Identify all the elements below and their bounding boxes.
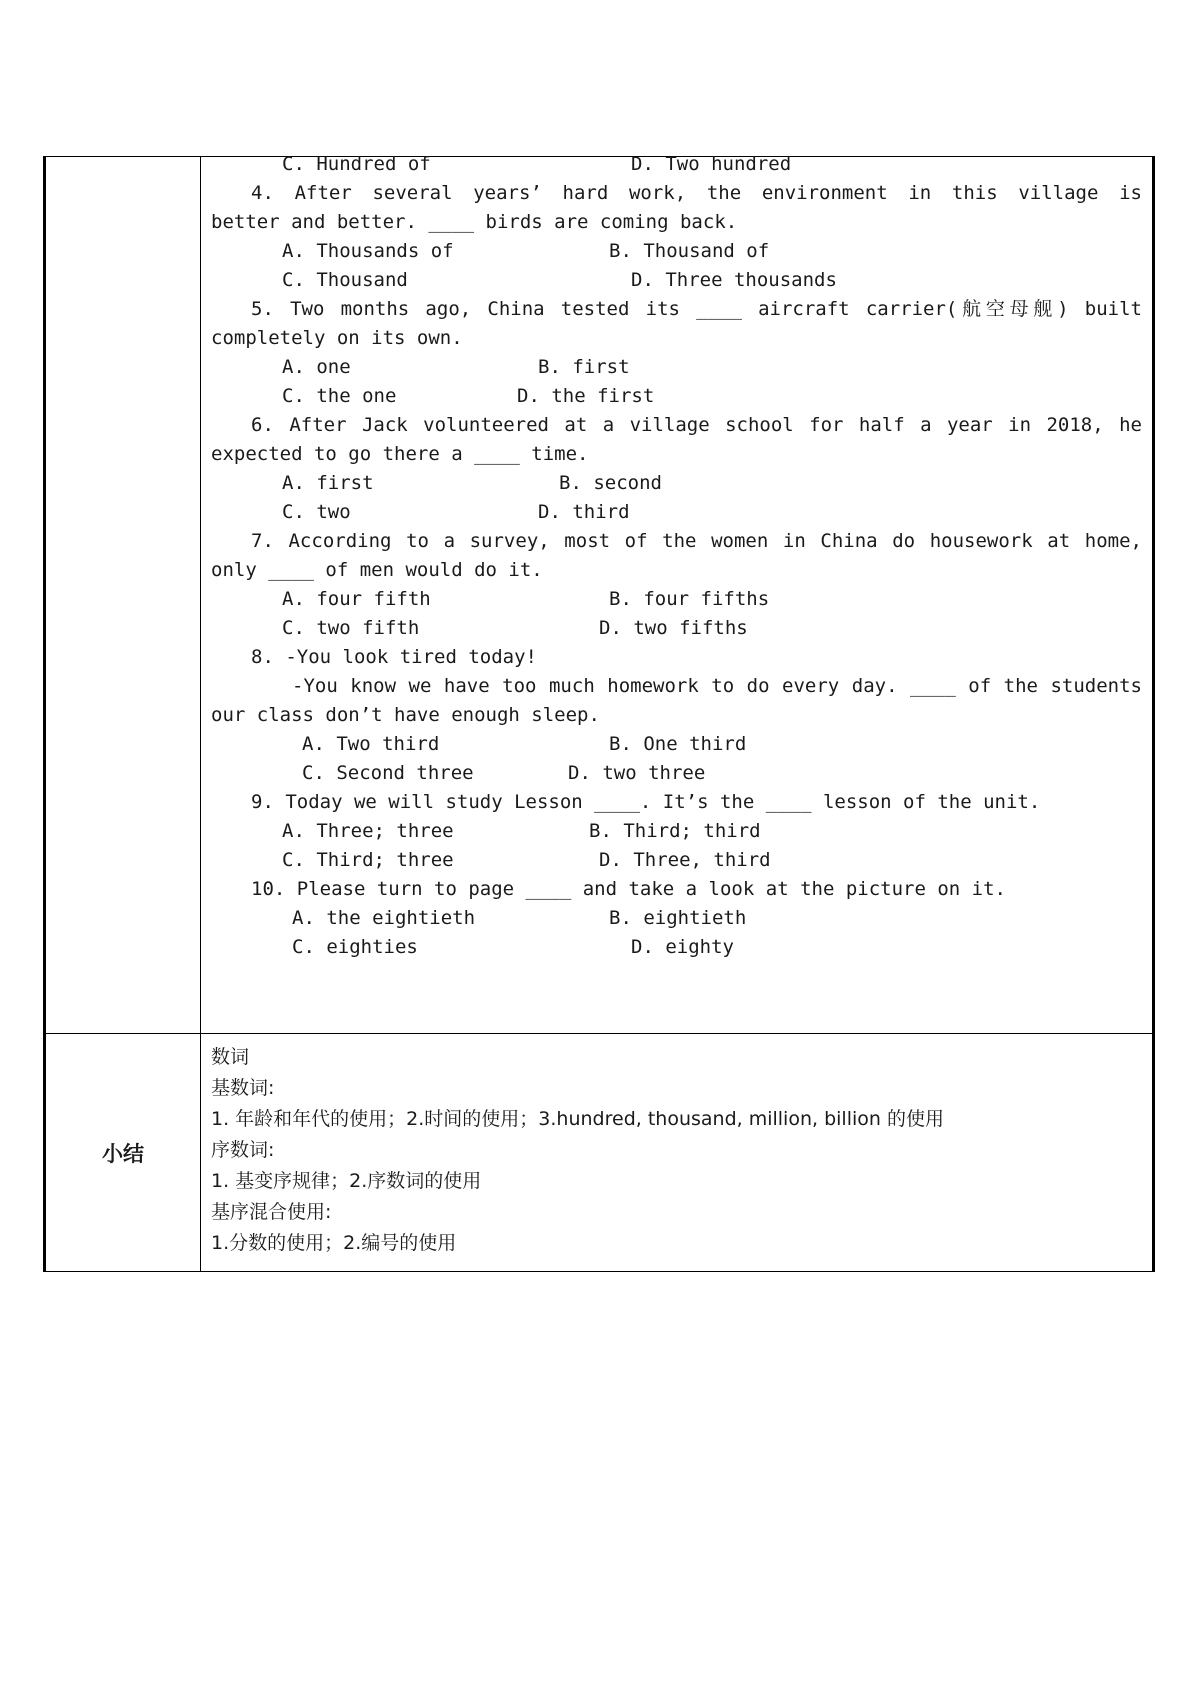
mixed-items: 1.分数的使用；2.编号的使用 bbox=[211, 1232, 457, 1254]
q4-option-d: D. Three thousands bbox=[631, 269, 837, 291]
cardinal-heading: 基数词: bbox=[211, 1077, 275, 1099]
q8-option-b: B. One third bbox=[609, 733, 747, 755]
q6-option-c: C. two bbox=[282, 501, 351, 523]
q8-stem-line1: 8. -You look tired today! bbox=[251, 646, 537, 668]
ordinal-heading: 序数词: bbox=[211, 1139, 275, 1161]
summary-label: 小结 bbox=[102, 1141, 144, 1166]
q8-stem-line3: our class don’t have enough sleep. bbox=[211, 704, 600, 726]
q5-option-a: A. one bbox=[282, 356, 351, 378]
q10-option-a: A. the eightieth bbox=[292, 907, 476, 929]
summary-title: 数词 bbox=[211, 1046, 250, 1068]
q8-option-a: A. Two third bbox=[302, 733, 440, 755]
exercises-content-cell bbox=[201, 153, 1154, 1034]
q6-option-b: B. second bbox=[559, 472, 662, 494]
summary-content-cell bbox=[201, 1034, 1154, 1272]
q8-option-d: D. two three bbox=[568, 762, 706, 784]
q5-stem-line2: completely on its own. bbox=[211, 327, 463, 349]
q9-option-a: A. Three; three bbox=[282, 820, 454, 842]
q4-option-b: B. Thousand of bbox=[609, 240, 770, 262]
mixed-heading: 基序混合使用: bbox=[211, 1201, 332, 1223]
q9-option-d: D. Three, third bbox=[599, 849, 771, 871]
q6-stem-line2: expected to go there a ____ time. bbox=[211, 443, 589, 465]
q9-option-c: C. Third; three bbox=[282, 849, 454, 871]
q9-stem-line1: 9. Today we will study Lesson ____. It’s the ____ lesson of the unit. bbox=[251, 791, 1041, 813]
q10-stem-line1: 10. Please turn to page ____ and take a look at the picture on it. bbox=[251, 878, 1006, 900]
q5-option-d: D. the first bbox=[517, 385, 655, 407]
q6-option-a: A. first bbox=[282, 472, 374, 494]
cardinal-items: 1. 年龄和年代的使用；2.时间的使用；3.hundred, thousand, million, billion 的使用 bbox=[211, 1108, 944, 1130]
q9-option-b: B. Third; third bbox=[589, 820, 761, 842]
q3-option-d: D. Two hundred bbox=[631, 153, 792, 175]
q7-option-d: D. two fifths bbox=[599, 617, 748, 639]
exercises-row bbox=[45, 157, 1154, 1034]
q8-stem-line2: -You know we have too much homework to do every day. ____ of the students bbox=[292, 675, 1142, 697]
q5-option-c: C. the one bbox=[282, 385, 397, 407]
q7-option-a: A. four fifth bbox=[282, 588, 431, 610]
q4-option-c: C. Thousand bbox=[282, 269, 408, 291]
q6-stem-line1: 6. After Jack volunteered at a village school for half a year in 2018, he bbox=[251, 414, 1142, 436]
ordinal-items: 1. 基变序规律；2.序数词的使用 bbox=[211, 1170, 482, 1192]
exercises-label-cell bbox=[45, 157, 201, 1034]
q5-option-b: B. first bbox=[538, 356, 630, 378]
summary-row bbox=[45, 1034, 1154, 1272]
q10-option-b: B. eightieth bbox=[609, 907, 747, 929]
q7-stem-line1: 7. According to a survey, most of the women in China do housework at home, bbox=[251, 530, 1142, 552]
q7-option-b: B. four fifths bbox=[609, 588, 770, 610]
q3-option-c: C. Hundred of bbox=[282, 153, 431, 175]
q4-option-a: A. Thousands of bbox=[282, 240, 454, 262]
q8-option-c: C. Second three bbox=[302, 762, 474, 784]
q6-option-d: D. third bbox=[538, 501, 630, 523]
lesson-table bbox=[43, 153, 1155, 1272]
q7-stem-line2: only ____ of men would do it. bbox=[211, 559, 543, 581]
q10-option-d: D. eighty bbox=[631, 936, 734, 958]
q7-option-c: C. two fifth bbox=[282, 617, 420, 639]
q5-stem-line1: 5. Two months ago, China tested its ____ aircraft carrier(航空母舰) built bbox=[251, 298, 1142, 320]
q4-stem-line2: better and better. ____ birds are coming back. bbox=[211, 211, 738, 233]
q4-stem-line1: 4. After several years’ hard work, the environment in this village is bbox=[251, 182, 1142, 204]
summary-label-cell bbox=[45, 1034, 201, 1272]
q10-option-c: C. eighties bbox=[292, 936, 418, 958]
